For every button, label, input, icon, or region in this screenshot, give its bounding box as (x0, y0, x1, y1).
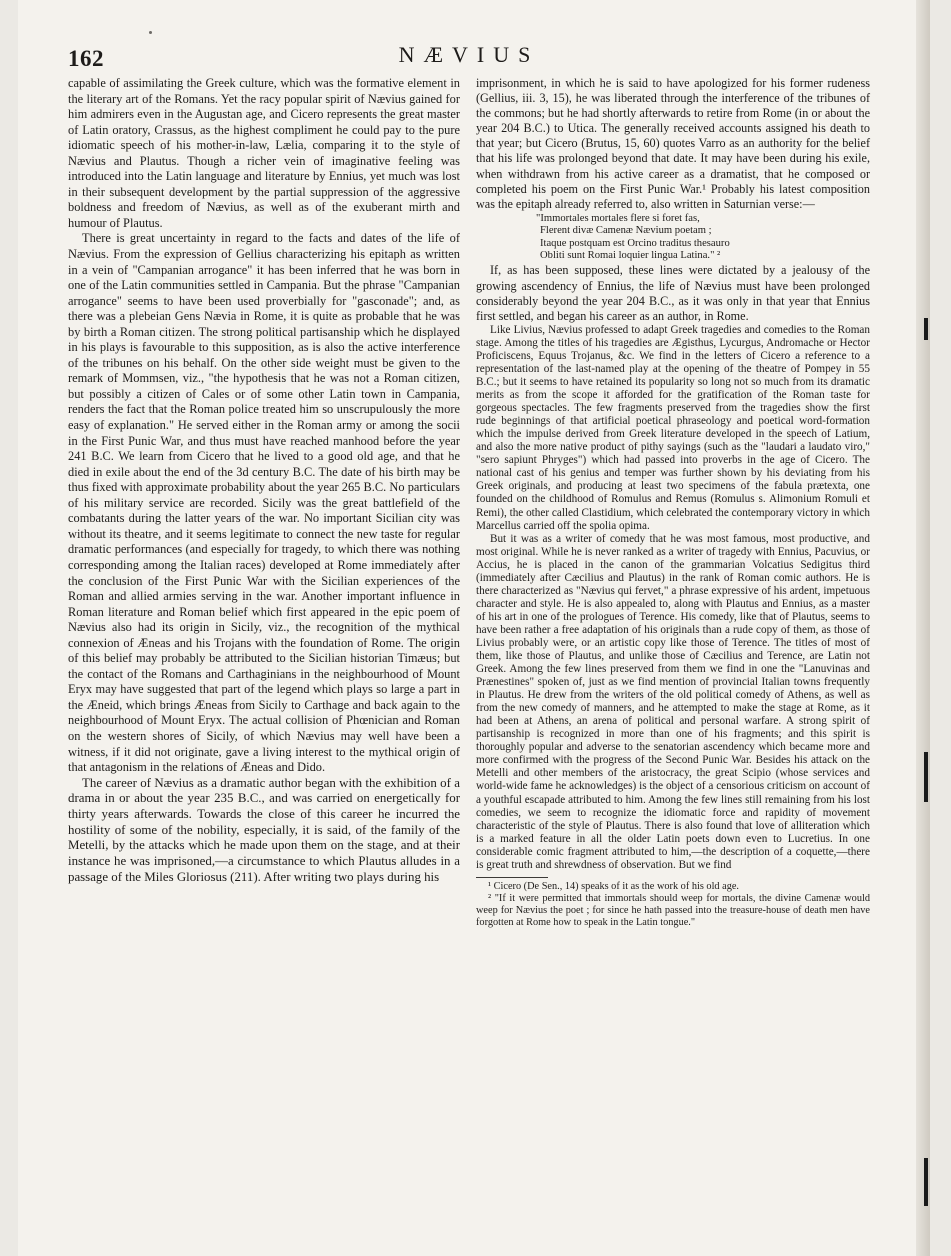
footnote: ² "If it were permitted that immortals should weep for mortals, the divine Camenæ would weep for Nævius the poet ; for since he hath passed into the treasure-house of death men have forgotten at Rome how to speak in the Latin tongue." (476, 892, 870, 929)
verse-line: Flerent divæ Camenæ Nævium poetam ; (540, 225, 712, 237)
footnote: ¹ Cicero (De Sen., 14) speaks of it as the work of his old age. (488, 880, 740, 892)
paragraph: There is great uncertainty in regard to the facts and dates of the life of Nævius. From the expression of Gellius characterizing his epitaph as written in a vein of "Campanian arrogance" it has been inferred that he was born in one of the Latin communities settled in Campania. But the phrase "Campanian arrogance" seems to have been used proverbially for "gasconade"; and, as there was a plebeian Gens Nævia in Rome, it is quite as probable that he was by birth a Roman citizen. The strong political partisanship which he displayed in his plays is favourable to this supposition, as is also the active interference of the tribunes on his behalf. On the other side weight must be given to the remark of Mommsen, viz., "the hypothesis that he was not a Roman citizen, but possibly a citizen of Cales or of some other Latin town in Campania, renders the fact that the Roman police treated him so unscrupulously the more easy of explanation." He served either in the Roman army or among the socii in the First Punic War, and thus must have reached manhood before the year 241 B.C. We learn from Cicero that he lived to a good old age, and that he died in exile about the end of the 3d century B.C. The date of his birth may be thus fixed with approximate probability about the year 265 B.C. No particulars of his military service are recorded. Sicily was the great battlefield of the combatants during the latter years of the war. No important Sicilian city was without its theatre, and it seems legitimate to connect the new taste for regular dramatic performances (and especially for tragedy, to which there was nothing corresponding among the Italian races) developed at Rome immediately after the conclusion of the First Punic War with the Sicilian experiences of the Roman and allied armies serving in the war. Another important influence in Roman literature and Roman belief which first appeared in the epic poem of Nævius also had its origin in Sicily, viz., the recognition of the mythical connexion of Æneas and his Trojans with the foundation of Rome. The origin of this belief may probably be attributed to the Sicilian historian Timæus; but the contact of the Romans and Carthaginians in the neighbourhood of Mount Eryx may have suggested that part of the legend which plays so large a part in the Æneid, which brings Æneas from Sicily to Carthage and back again to the neighbourhood of Mount Eryx. The actual collision of Phœnician and Roman on the western shores of Sicily, of which Nævius may well have been a witness, if it did not originate, gave a living interest to the mythical origin of that antagonism in the relations of Æneas and Dido. (68, 231, 460, 775)
paragraph: Like Livius, Nævius professed to adapt Greek tragedies and comedies to the Roman stage. Among the titles of his tragedies are Ægisthus, Lycurgus, Andromache or Hector Proficiscens, Equus Trojanus, &c. We find in the letters of Cicero a reference to a representation of the last-named play at the opening of the theatre of Pompey in 55 B.C.; but it seems to have retained its popularity so long not so much from its dramatic merits as from the scope it afforded for the gratification of the Roman taste for gorgeous spectacles. The few fragments preserved from the tragedies show the first rude beginnings of that artificial poetical phraseology and poetical word-formation which the impulse derived from Greek literature developed in the speech of Latium, and also the more native product of pithy sayings (such as the "laudari a laudato viro," "sero sapiunt Phryges") which had passed into proverbs in the age of Cicero. The national cast of his genius and temper was further shown by his deviating from his Greek originals, and producing at least two specimens of the fabula prætexta, one founded on the childhood of Romulus and Remus (Romulus s. Alimonium Romuli et Remi), the other called Clastidium, which celebrated the contemporary victory in which Marcellus carried off the spolia opima. (476, 323, 870, 532)
verse-line: Itaque postquam est Orcino traditus thesauro (540, 237, 730, 249)
footnote-rule (476, 877, 548, 878)
edge-mark (924, 318, 928, 340)
edge-mark (924, 1158, 928, 1206)
page-header (68, 42, 870, 72)
running-title: NÆVIUS (398, 42, 540, 67)
book-page (18, 0, 930, 1256)
edge-mark (924, 752, 928, 802)
paragraph: If, as has been supposed, these lines were dictated by a jealousy of the growing ascendency of Ennius, the life of Nævius must have been prolonged considerably beyond the year 204 B.C., as it was only in that year that Ennius first settled, and began his career as an author, in Rome. (476, 263, 870, 323)
page-number: 162 (68, 46, 104, 71)
left-column (68, 76, 460, 885)
paragraph: capable of assimilating the Greek culture, which was the formative element in the literary art of the Romans. Yet the racy popular spirit of Nævius gained for him admirers even in the Augustan age, and Cicero represents the great master of Latin oratory, Crassus, as the highest compliment he could pay to the pure idiomatic speech of his mother-in-law, Lælia, comparing it to the style of Nævius and Plautus. Though a richer vein of imaginative feeling was introduced into the Latin language and literature by Ennius, yet much was lost in their subsequent development by the partial suppression of the aggressive boldness and freedom of Nævius, as well as of the exuberant mirth and humour of Plautus. (68, 76, 460, 230)
verse-line: Obliti sunt Romai loquier lingua Latina." ² (540, 250, 721, 262)
ink-speck (149, 31, 152, 34)
page-edge-shadow (916, 0, 930, 1256)
paragraph: But it was as a writer of comedy that he was most famous, most productive, and most original. While he is never ranked as a writer of tragedy with Ennius, Pacuvius, or Accius, he is placed in the canon of the grammarian Volcatius Sedigitus third (immediately after Cæcilius and Plautus) in the rank of Roman comic authors. He is there characterized as "Nævius qui fervet," a phrase expressive of his ardent, impetuous character and style. He is also appealed to, along with Plautus and Ennius, as a master of his art in one of the prologues of Terence. His comedy, like that of Plautus, seems to have been rather a free adaptation of his originals than a rude copy of them, as those of Livius probably were, or an artistic copy like those of Terence. The titles of most of them, like those of Plautus, and unlike those of Cæcilius and Terence, are Latin not Greek. Among the few lines preserved from them we find in one the "Lanuvinas and Prænestines" spoken of, just as we find mention of provincial Italian towns frequently in Plautus. He drew from the writers of the old political comedy of Athens, as well as from the new comedy of manners, and he attempted to make the stage at Rome, as it had been at Athens, an arena of political and personal warfare. A strong spirit of partisanship is recognized in more than one of his fragments; and this spirit is thoroughly popular and adverse to the senatorian ascendency which became more and more confirmed with the progress of the Second Punic War. Besides his attack on the Metelli and other members of the aristocracy, the great Scipio (whose services and world-wide fame he acknowledges) is the object of a censorious criticism on account of a youthful escapade attributed to him. Among the few lines still remaining from his lost comedies, we seem to recognize the idiomatic force and rapidity of movement characteristic of the style of Plautus. There is also found that love of alliteration which is a marked feature in all the older Latin poets down even to Lucretius. In one considerable comic fragment attributed to him,—the description of a coquette,—there is great truth and shrewdness of observation. But we find (476, 532, 870, 871)
footnotes (476, 881, 870, 929)
right-column (476, 76, 870, 929)
epitaph-verse (536, 213, 870, 263)
verse-line: "Immortales mortales flere si foret fas, (536, 212, 700, 224)
paragraph: The career of Nævius as a dramatic author began with the exhibition of a drama in or about the year 235 B.C., and was carried on energetically for thirty years afterwards. Towards the close of this career he incurred the hostility of some of the nobility, especially, it is said, of the family of the Metelli, by the attacks which he made upon them on the stage, and at their instance he was imprisoned,—a circumstance to which Plautus alludes in a passage of the Miles Gloriosus (211). After writing two plays during his (68, 775, 460, 884)
paragraph: imprisonment, in which he is said to have apologized for his former rudeness (Gellius, iii. 3, 15), he was liberated through the interference of the tribunes of the commons; but he had shortly afterwards to retire from Rome (in or about the year 204 B.C.) to Utica. The generally received accounts assigned his death to that year; but Cicero (Brutus, 15, 60) quotes Varro as an authority for the belief that his life was prolonged beyond that date. It may have been during his exile, when withdrawn from his active career as a dramatist, that he composed or completed his poem on the First Punic War.¹ Probably his latest composition was the epitaph already referred to, also written in Saturnian verse:— (476, 76, 870, 211)
